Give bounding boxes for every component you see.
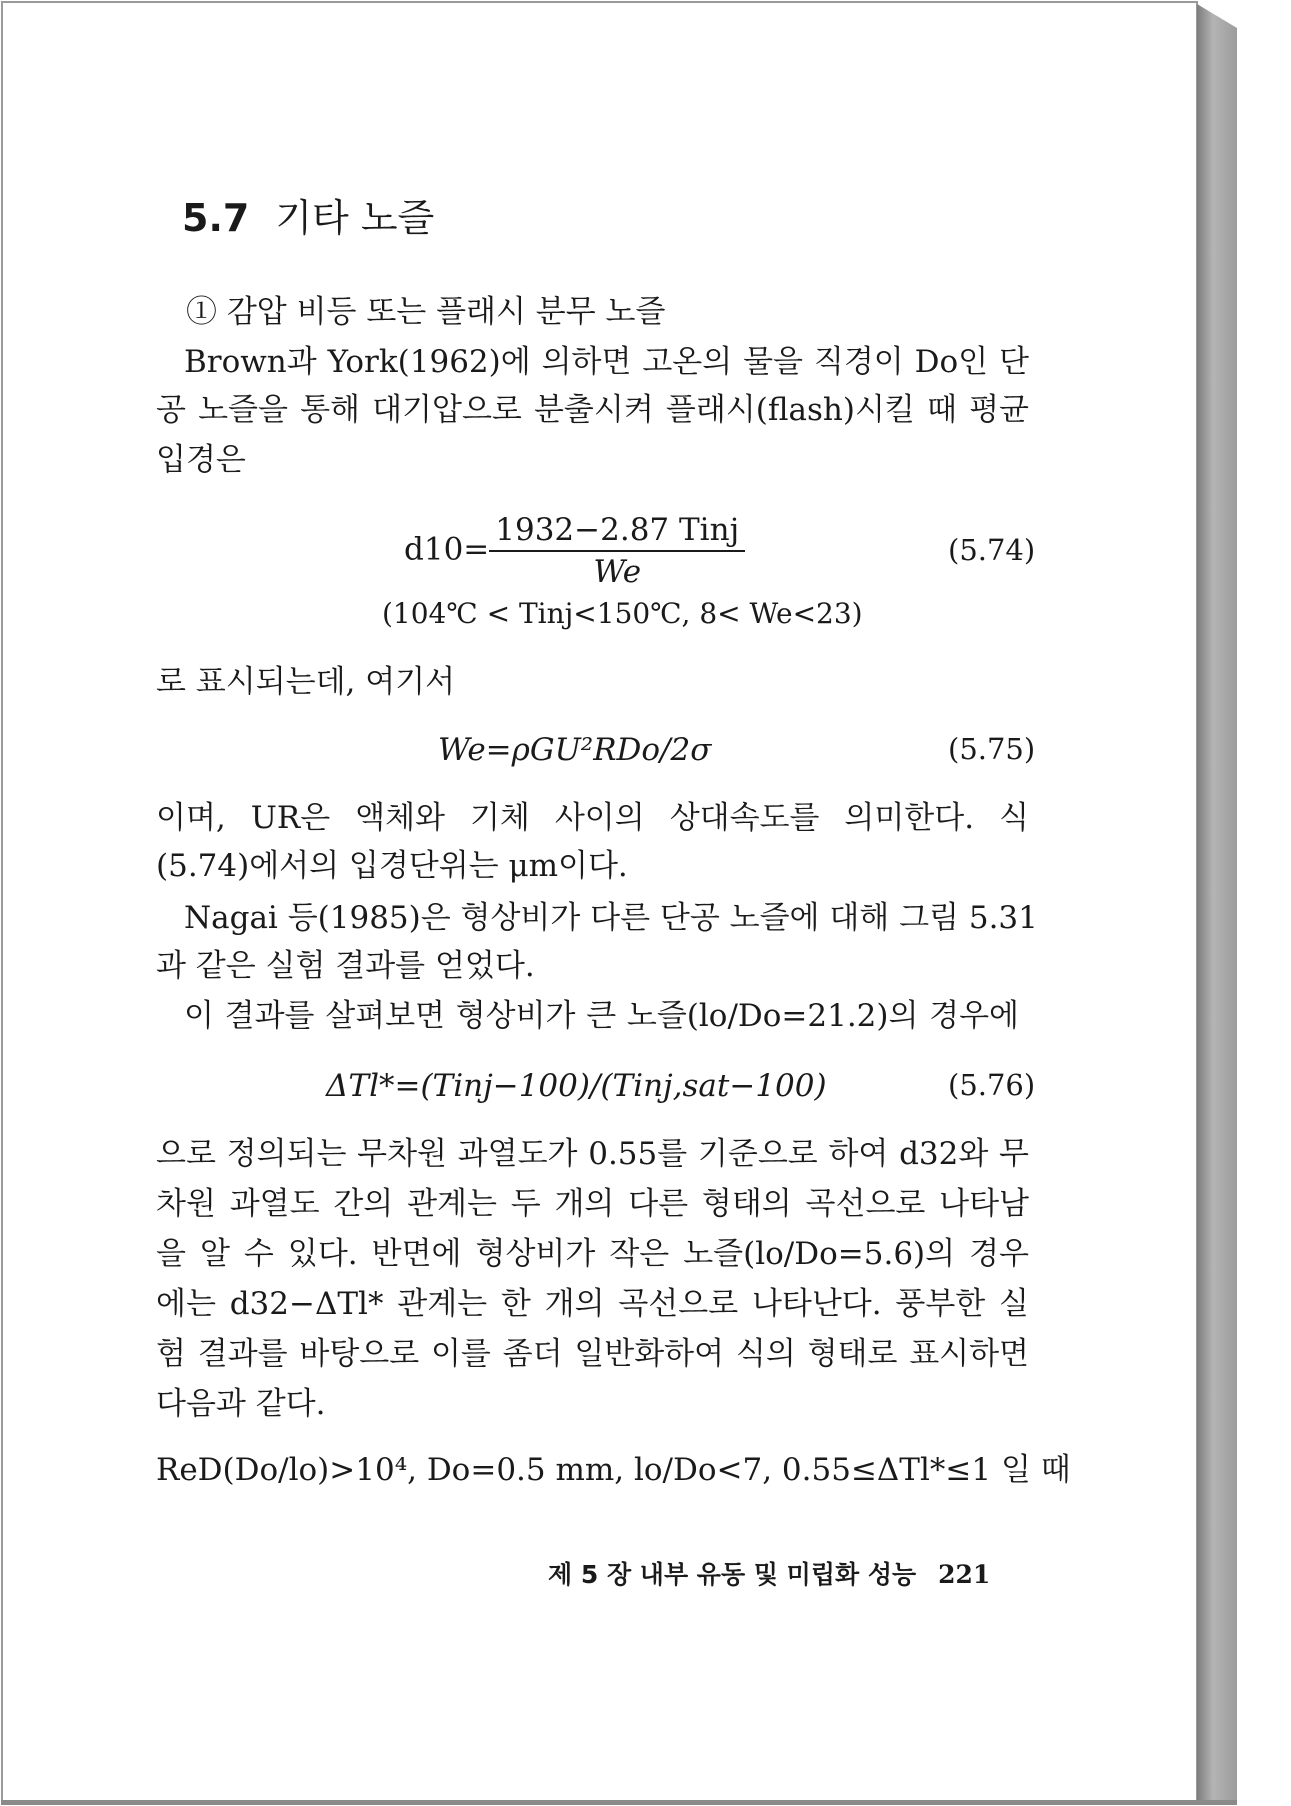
para2: 로 표시되는데, 여기서 — [156, 664, 456, 700]
para4-line1: Nagai 등(1985)은 형상비가 다른 단공 노즐에 대해 그림 5.31 — [184, 900, 1038, 936]
para1-line2: 공 노즐을 통해 대기압으로 분출시켜 플래시(flash)시킬 때 평균 — [156, 392, 1029, 428]
eq574-fraction — [489, 512, 745, 590]
eq574-numerator: 1932−2.87 Tinj — [489, 512, 745, 552]
para6-line2: 차원 과열도 간의 관계는 두 개의 다른 형태의 곡선으로 나타남 — [156, 1186, 1029, 1222]
section-number: 5.7 — [182, 196, 250, 240]
section-title: 기타 노즐 — [275, 196, 435, 240]
para6-line5: 험 결과를 바탕으로 이를 좀더 일반화하여 식의 형태로 표시하면 — [156, 1336, 1029, 1372]
para4-line2: 과 같은 실험 결과를 얻었다. — [156, 948, 535, 984]
equation-5-76: ΔTl*=(Tinj−100)/(Tinj,sat−100) — [326, 1068, 827, 1104]
eq574-condition: (104℃ < Tinj<150℃, 8< We<23) — [382, 597, 863, 630]
footer-chapter: 제 5 장 내부 유동 및 미립화 성능 — [548, 1560, 917, 1589]
para1-line1: Brown과 York(1962)에 의하면 고온의 물을 직경이 Do인 단 — [184, 344, 1029, 380]
para6-line3: 을 알 수 있다. 반면에 형상비가 작은 노즐(lo/Do=5.6)의 경우 — [156, 1236, 1029, 1272]
eq574-lhs: d10= — [404, 531, 490, 568]
para3-line1: 이며, UR은 액체와 기체 사이의 상대속도를 의미한다. 식 — [156, 800, 1029, 836]
subheading: ① 감압 비등 또는 플래시 분무 노즐 — [186, 294, 666, 330]
eq576-number: (5.76) — [948, 1068, 1036, 1102]
para5: 이 결과를 살펴보면 형상비가 큰 노즐(lo/Do=21.2)의 경우에 — [184, 998, 1019, 1034]
para6-line4: 에는 d32−ΔTl* 관계는 한 개의 곡선으로 나타난다. 풍부한 실 — [156, 1286, 1029, 1322]
condition-line: ReD(Do/lo)>10⁴, Do=0.5 mm, lo/Do<7, 0.55≤ΔTl*≤1 일 때 — [156, 1452, 1071, 1488]
book-spine-edge — [1197, 4, 1237, 1804]
section-heading — [182, 196, 434, 240]
para3-line2: (5.74)에서의 입경단위는 μm이다. — [156, 848, 628, 884]
eq575-number: (5.75) — [948, 732, 1036, 766]
page-footer — [548, 1555, 990, 1591]
eq574-denominator: We — [593, 554, 642, 590]
equation-5-75: We=ρGU²RDo/2σ — [438, 732, 712, 768]
para1-line3: 입경은 — [156, 442, 246, 478]
eq574-number: (5.74) — [948, 533, 1036, 567]
para6-line1: 으로 정의되는 무차원 과열도가 0.55를 기준으로 하여 d32와 무 — [156, 1136, 1029, 1172]
equation-5-74 — [404, 512, 745, 590]
page-number: 221 — [938, 1560, 991, 1589]
para6-line6: 다음과 같다. — [156, 1386, 326, 1422]
